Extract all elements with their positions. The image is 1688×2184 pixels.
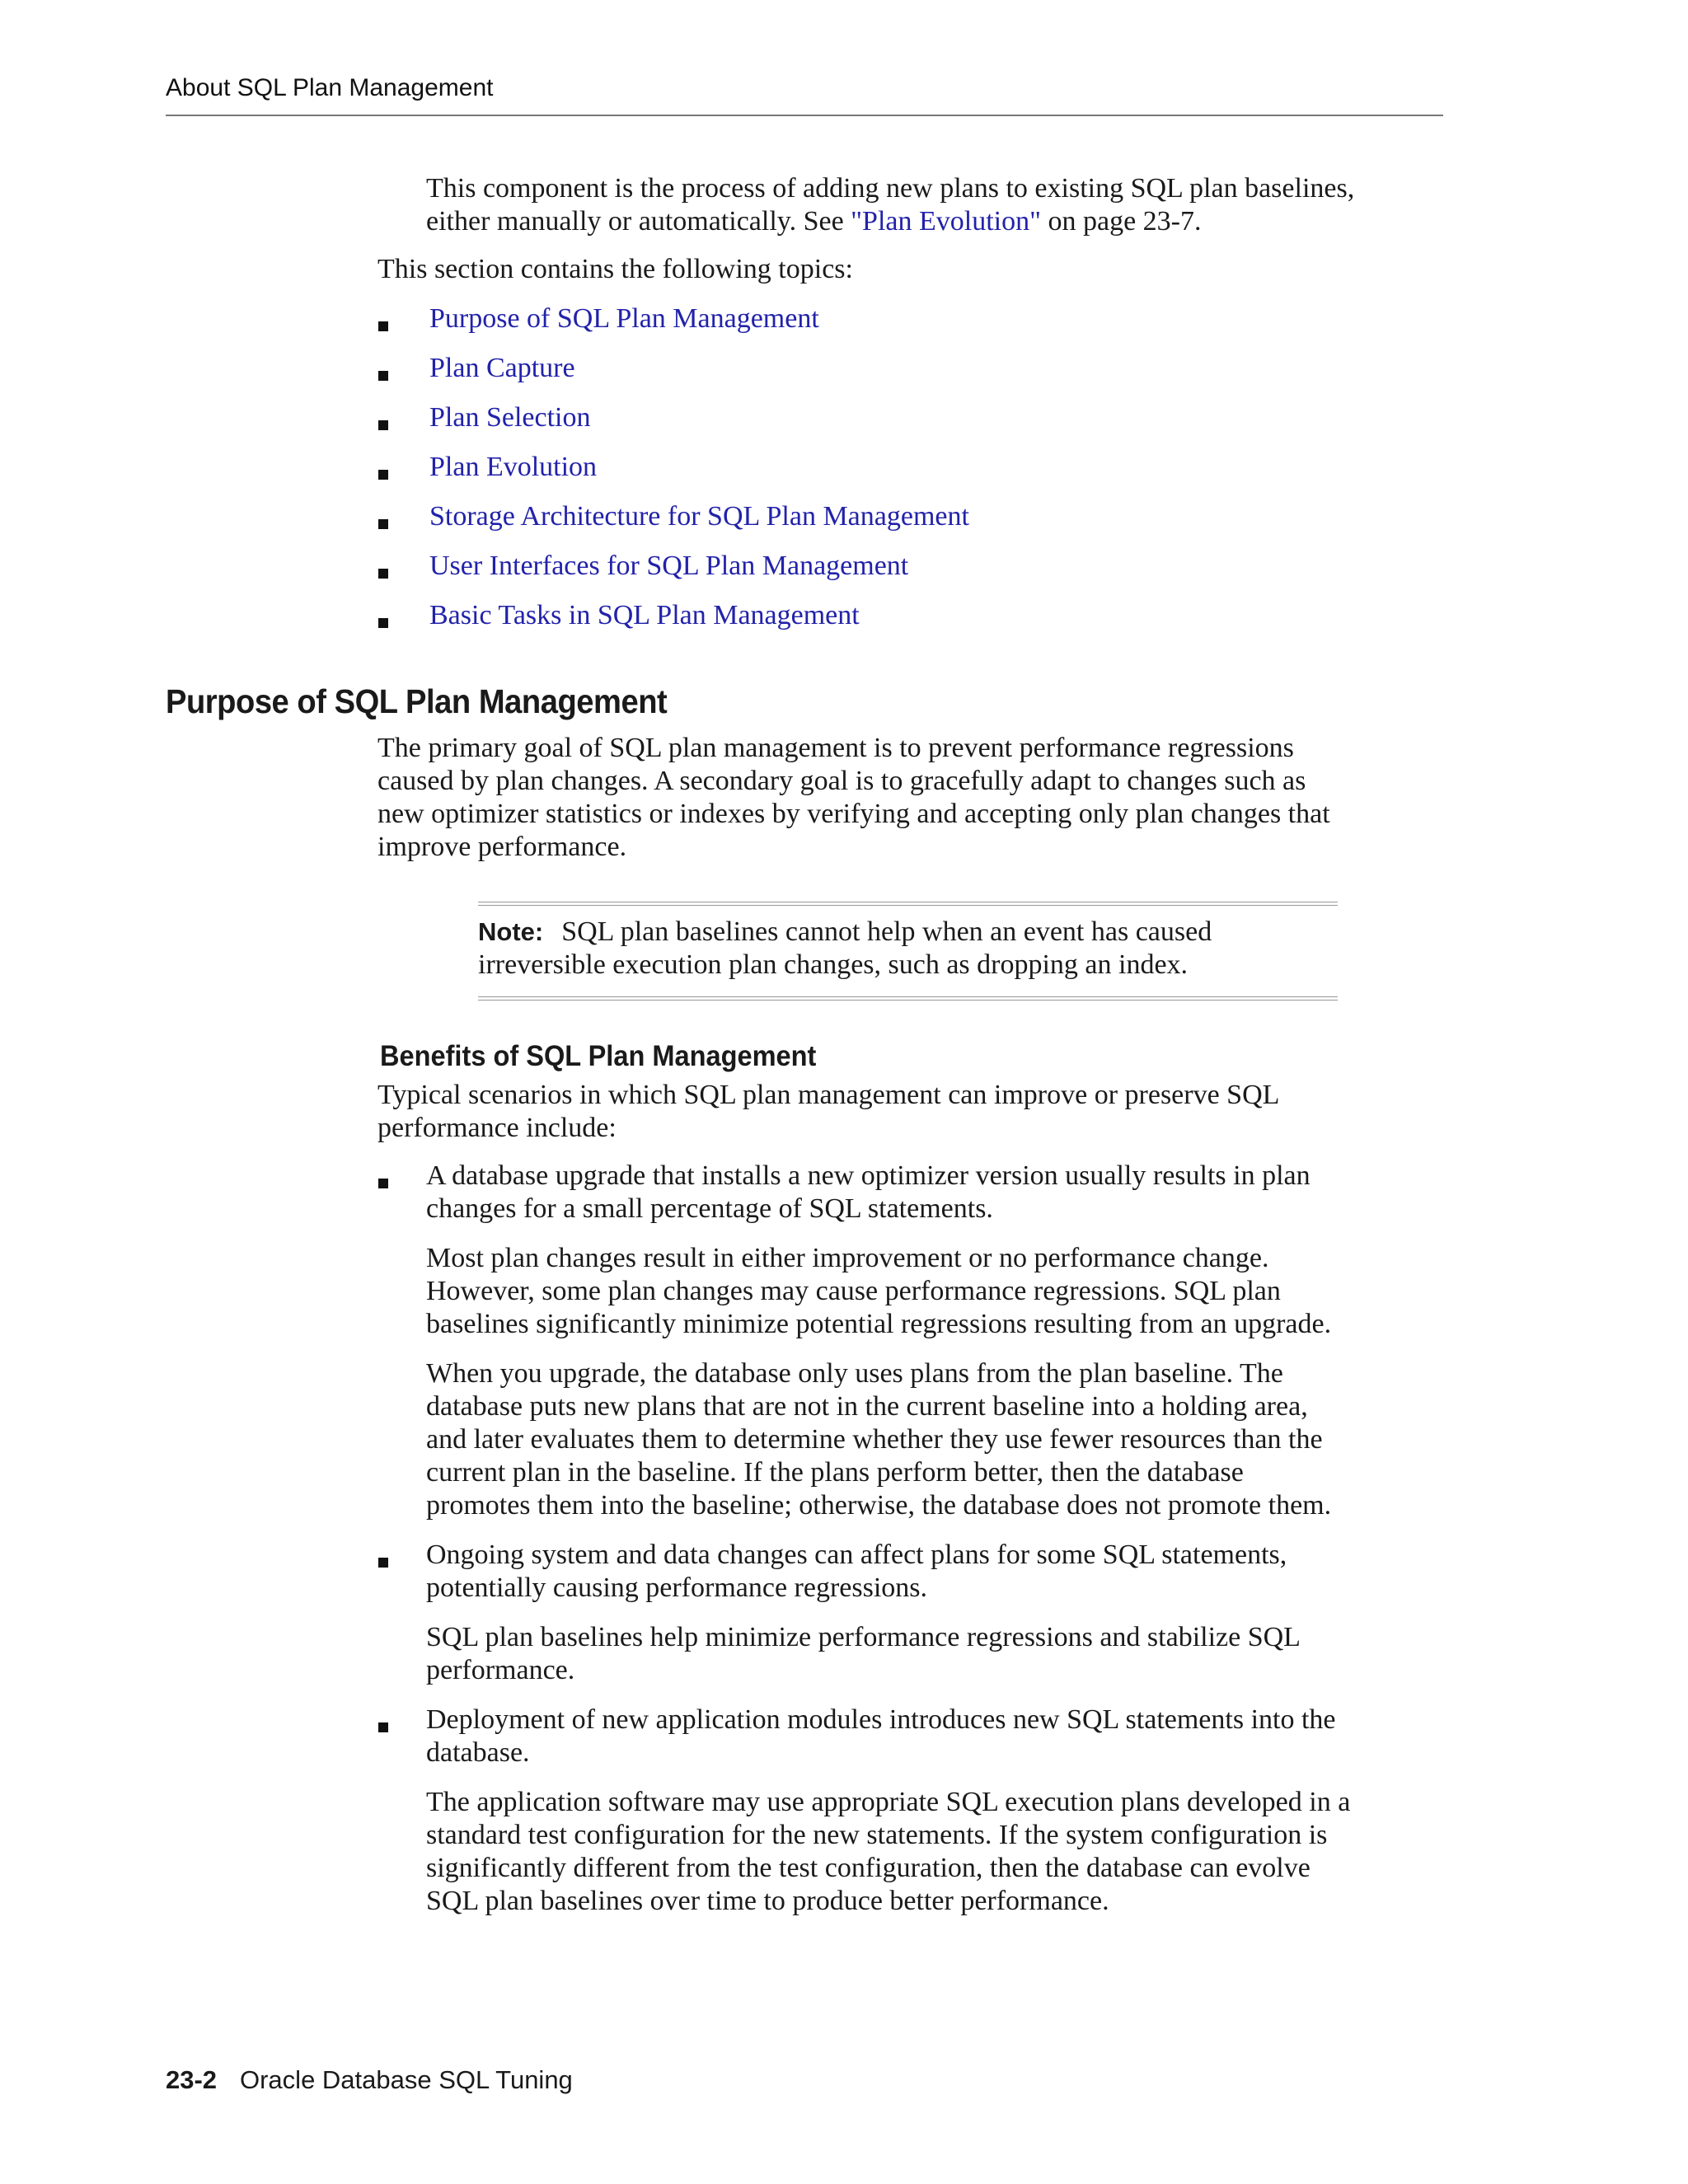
benefit-3-line-2: database. (426, 1737, 530, 1768)
purpose-line-2: caused by plan changes. A secondary goal is to gracefully adapt to changes such as (377, 766, 1306, 796)
benefit-1-line-2: changes for a small percentage of SQL statements. (426, 1193, 993, 1224)
benefit-1-line-1: A database upgrade that installs a new optimizer version usually results in plan (426, 1160, 1311, 1191)
benefit-2-line-2: potentially causing performance regressions. (426, 1572, 928, 1603)
benefit-1-para2-line-1: Most plan changes result in either improvement or no performance change. (426, 1243, 1269, 1273)
benefit-1-para3-line-4: current plan in the baseline. If the plans perform better, then the database (426, 1457, 1244, 1488)
benefit-2-line-1: Ongoing system and data changes can affect plans for some SQL statements, (426, 1540, 1287, 1570)
intro-line-1: This component is the process of adding new plans to existing SQL plan baselines, (426, 173, 1355, 204)
benefit-1-para3-line-1: When you upgrade, the database only uses plans from the plan baseline. The (426, 1358, 1283, 1389)
bullet-marker (378, 470, 388, 480)
intro-line-2 (426, 205, 1202, 238)
bullet-marker (378, 321, 388, 331)
intro-text-after-link: on page 23-7. (1040, 206, 1202, 237)
plan-evolution-link[interactable]: "Plan Evolution" (851, 206, 1041, 237)
note-label: Note: (478, 917, 544, 946)
topic-link-storage-architecture[interactable]: Storage Architecture for SQL Plan Management (429, 501, 969, 532)
bullet-marker (378, 371, 388, 381)
note-line-2: irreversible execution plan changes, such as dropping an index. (478, 949, 1189, 980)
topic-link-plan-selection[interactable]: Plan Selection (429, 402, 591, 433)
running-header: About SQL Plan Management (166, 74, 494, 101)
header-divider (166, 115, 1443, 116)
subsection-heading-benefits: Benefits of SQL Plan Management (380, 1040, 817, 1072)
benefit-2-para2-line-2: performance. (426, 1655, 575, 1685)
benefit-1-para3-line-5: promotes them into the baseline; otherwise, the database does not promote them. (426, 1490, 1332, 1521)
topics-lead: This section contains the following topics: (377, 254, 853, 284)
note-bottom-rule (478, 996, 1338, 1001)
benefit-1-para2-line-2: However, some plan changes may cause performance regressions. SQL plan (426, 1276, 1281, 1306)
bullet-marker (378, 420, 388, 430)
benefit-3-para2-line-3: significantly different from the test configuration, then the database can evolve (426, 1853, 1311, 1883)
benefits-intro-line-2: performance include: (377, 1113, 617, 1143)
benefit-3-para2-line-4: SQL plan baselines over time to produce better performance. (426, 1886, 1109, 1916)
note-top-rule (478, 902, 1338, 906)
purpose-line-1: The primary goal of SQL plan management is to prevent performance regressions (377, 733, 1294, 763)
bullet-marker (378, 519, 388, 529)
purpose-line-4: improve performance. (377, 832, 627, 862)
purpose-line-3: new optimizer statistics or indexes by verifying and accepting only plan changes that (377, 799, 1330, 829)
topic-link-plan-evolution[interactable]: Plan Evolution (429, 452, 598, 482)
bullet-marker (378, 569, 388, 579)
bullet-marker (378, 1722, 388, 1732)
intro-text-before-link: either manually or automatically. See (426, 206, 851, 237)
footer-book-title: Oracle Database SQL Tuning (240, 2065, 573, 2094)
benefit-3-para2-line-1: The application software may use appropriate SQL execution plans developed in a (426, 1787, 1351, 1817)
benefit-1-para3-line-3: and later evaluates them to determine whether they use fewer resources than the (426, 1424, 1323, 1455)
bullet-marker (378, 618, 388, 628)
footer-page-number: 23-2 (166, 2065, 218, 2094)
benefit-1-para2-line-3: baselines significantly minimize potential regressions resulting from an upgrade. (426, 1309, 1332, 1339)
topic-link-purpose[interactable]: Purpose of SQL Plan Management (429, 303, 819, 334)
section-heading-purpose: Purpose of SQL Plan Management (166, 682, 668, 720)
benefit-1-para3-line-2: database puts new plans that are not in the current baseline into a holding area, (426, 1391, 1308, 1422)
benefit-3-para2-line-2: standard test configuration for the new statements. If the system configuration is (426, 1820, 1328, 1850)
note-text-1: SQL plan baselines cannot help when an event has caused (561, 916, 1212, 947)
topic-link-plan-capture[interactable]: Plan Capture (429, 353, 575, 383)
bullet-marker (378, 1558, 388, 1568)
topic-link-basic-tasks[interactable]: Basic Tasks in SQL Plan Management (429, 600, 860, 630)
bullet-marker (378, 1179, 388, 1188)
note-line-1 (478, 916, 1212, 949)
benefit-2-para2-line-1: SQL plan baselines help minimize performance regressions and stabilize SQL (426, 1622, 1301, 1652)
benefit-3-line-1: Deployment of new application modules introduces new SQL statements into the (426, 1704, 1336, 1735)
topic-link-user-interfaces[interactable]: User Interfaces for SQL Plan Management (429, 551, 909, 581)
benefits-intro-line-1: Typical scenarios in which SQL plan management can improve or preserve SQL (377, 1080, 1280, 1110)
